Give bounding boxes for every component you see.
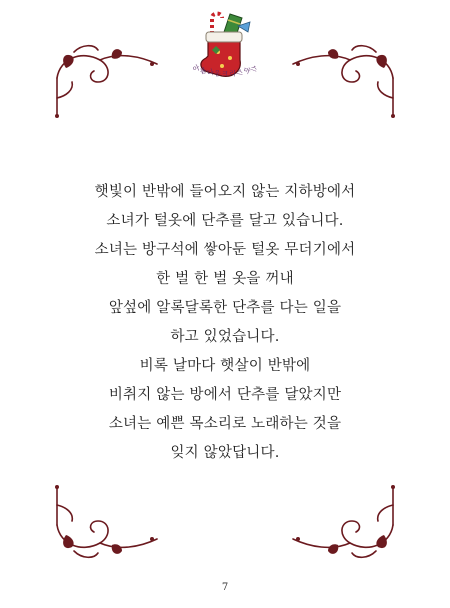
flourish-ornament-icon [52, 38, 162, 118]
story-line: 비취지 않는 방에서 단추를 달았지만 [108, 387, 342, 403]
story-line: 앞섶에 알록달록한 단추를 다는 일을 [108, 300, 342, 316]
story-line: 소녀는 예쁜 목소리로 노래하는 것을 [108, 416, 342, 432]
arc-letter: 운 [213, 69, 222, 79]
flourish-ornament-icon [288, 38, 398, 118]
flourish-ornament-icon [288, 485, 398, 565]
story-line: 하고 있었습니다. [170, 329, 280, 345]
story-line: 한 벌 한 벌 옷을 꺼내 [156, 271, 294, 287]
page-number: 7 [221, 582, 229, 593]
arc-letter: 다 [206, 68, 215, 78]
story-line: 비록 날마다 햇살이 반밖에 [139, 358, 311, 374]
arc-letter: 아 [191, 63, 201, 74]
arc-letter: 크 [221, 70, 229, 78]
story-line: 잊지 않았답니다. [170, 445, 280, 461]
arc-letter: 름 [198, 66, 208, 76]
title-arc-lettering [148, 40, 302, 100]
flourish-ornament-icon [52, 485, 162, 565]
story-line: 소녀가 털옷에 단추를 달고 있습니다. [106, 213, 344, 229]
story-text [0, 178, 450, 468]
arc-letter: 마 [242, 66, 252, 76]
story-line: 소녀는 방구석에 쌓아둔 털옷 무더기에서 [94, 242, 356, 258]
arc-letter: 리 [228, 69, 237, 79]
arc-letter: 스 [249, 63, 259, 74]
arc-letter: 스 [235, 68, 244, 78]
story-line: 햇빛이 반밖에 들어오지 않는 지하방에서 [94, 184, 356, 200]
